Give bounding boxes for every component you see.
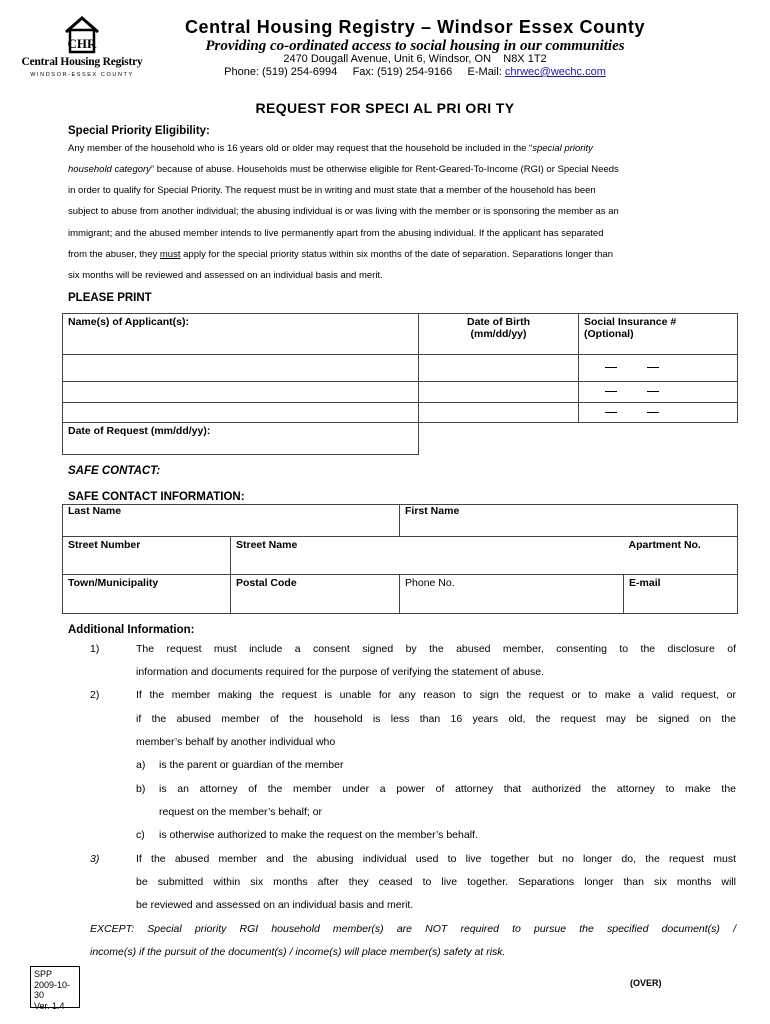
applicants-table [62, 313, 738, 455]
date-of-birth-field[interactable] [419, 382, 579, 403]
house-logo-icon [64, 16, 100, 54]
sub-item-c-letter: c) [136, 829, 145, 841]
sin-header: Social Insurance # (Optional) [579, 314, 738, 355]
sin-field[interactable] [579, 382, 738, 403]
sub-item-b-line-1: is an attorney of the member under a power of attorney that authorized the attorney to make the [159, 783, 736, 795]
apartment-number-field[interactable]: Apartment No. [624, 537, 738, 575]
please-print-heading: PLEASE PRINT [68, 292, 152, 304]
eligibility-line-7: six months will be reviewed and assessed on an individual basis and merit. [68, 270, 383, 281]
organization-title: Central Housing Registry – Windsor Essex County [184, 17, 646, 37]
email-field[interactable]: E-mail [624, 575, 738, 614]
date-of-birth-field[interactable] [419, 403, 579, 423]
item-3-line-1: If the abused member and the abusing individual used to live together but no longer do, the request must [136, 853, 736, 865]
last-name-field[interactable]: Last Name [63, 505, 400, 537]
eligibility-heading: Special Priority Eligibility: [68, 125, 210, 137]
item-2-line-1: If the member making the request is unable for any reason to sign the request or to make a valid request, or [136, 689, 736, 701]
phone-number: Phone: (519) 254-6994 [224, 66, 338, 78]
item-2-number: 2) [90, 689, 100, 701]
item-3-number: 3) [90, 853, 100, 865]
applicant-name-field[interactable] [63, 355, 419, 382]
sin-field[interactable] [579, 403, 738, 423]
eligibility-line-2: household category” because of abuse. Households must be otherwise eligible for Rent-Geared-To-Income (RGI) or Special Needs [68, 164, 619, 175]
sub-item-b-line-2: request on the member’s behalf; or [159, 806, 323, 818]
date-of-request-field[interactable]: Date of Request (mm/dd/yy): [63, 423, 419, 455]
date-of-birth-header: Date of Birth (mm/dd/yy) [419, 314, 579, 355]
eligibility-line-6: from the abuser, they must apply for the special priority status within six months of the date of separation. Separations longer than [68, 249, 613, 260]
eligibility-line-1: Any member of the household who is 16 years old or older may request that the household be included in the “special priority [68, 143, 593, 154]
street-number-field[interactable]: Street Number [63, 537, 231, 575]
email-link[interactable]: chrwec@wechc.com [504, 66, 606, 78]
safe-contact-table [62, 504, 738, 614]
safe-contact-info-heading: SAFE CONTACT INFORMATION: [68, 491, 245, 503]
form-version: Ver. 1.4 [34, 1000, 65, 1011]
fax-number: Fax: (519) 254-9166 [352, 66, 453, 78]
form-code: SPP [34, 969, 53, 979]
sub-item-c: is otherwise authorized to make the request on the member’s behalf. [159, 829, 478, 841]
form-version-box [30, 966, 80, 1011]
tagline: Providing co-ordinated access to social housing in our communities [205, 38, 625, 54]
except-line-2: income(s) if the pursuit of the document(s) / income(s) will place member(s) safety at risk. [90, 946, 506, 958]
sub-item-b-letter: b) [136, 783, 146, 795]
town-municipality-field[interactable]: Town/Municipality [63, 575, 231, 614]
address: 2470 Dougall Avenue, Unit 6, Windsor, ON N8X 1T2 [283, 53, 547, 65]
logo-subtitle: WINDSOR-ESSEX COUNTY [30, 72, 134, 78]
street-name-field[interactable]: Street Name [231, 537, 624, 575]
additional-info-heading: Additional Information: [68, 624, 195, 636]
postal-code-field[interactable]: Postal Code [231, 575, 400, 614]
item-3-line-2: be submitted within six months after they ceased to live together. Separations longer than six months will [136, 876, 736, 888]
form-date: 2009-10-30 [34, 979, 71, 1000]
form-title: REQUEST FOR SPECI AL PRI ORI TY [255, 100, 515, 116]
eligibility-line-5: immigrant; and the abused member intends to live permanently apart from the abusing individual. If the applicant has separated [68, 228, 604, 239]
logo-monogram: CHR [67, 36, 97, 51]
logo-name: Central Housing Registry [21, 56, 143, 68]
item-2-line-2: if the abused member of the household is less than 16 years old, the request may be signed on the [136, 713, 736, 725]
safe-contact-heading: SAFE CONTACT: [68, 465, 161, 477]
contact-line [140, 66, 690, 78]
item-1-line-1: The request must include a consent signed by the abused member, consenting to the disclosure of [136, 643, 736, 655]
item-1-line-2: information and documents required for the purpose of verifying the statement of abuse. [136, 666, 544, 678]
over-note: (OVER) [630, 978, 662, 988]
item-3-line-3: be reviewed and assessed on an individual basis and merit. [136, 899, 414, 911]
sub-item-a: is the parent or guardian of the member [159, 759, 344, 771]
applicant-name-header: Name(s) of Applicant(s): [63, 314, 419, 355]
eligibility-line-4: subject to abuse from another individual; the abusing individual is or was living with the member or is sponsoring the member as an [68, 206, 619, 217]
organization-logo [18, 16, 146, 82]
sub-item-a-letter: a) [136, 759, 146, 771]
sin-field[interactable] [579, 355, 738, 382]
applicant-name-field[interactable] [63, 382, 419, 403]
except-line-1: EXCEPT: Special priority RGI household member(s) are NOT required to pursue the specified document(s) / [90, 923, 736, 935]
phone-number-field[interactable]: Phone No. [400, 575, 624, 614]
date-of-birth-field[interactable] [419, 355, 579, 382]
first-name-field[interactable]: First Name [400, 505, 738, 537]
eligibility-line-3: in order to qualify for Special Priority. The request must be in writing and must state that a member of the household has been [68, 185, 596, 196]
applicant-name-field[interactable] [63, 403, 419, 423]
item-1-number: 1) [90, 643, 100, 655]
email-label: E-Mail: [467, 66, 502, 78]
item-2-line-3: member’s behalf by another individual who [136, 736, 336, 748]
